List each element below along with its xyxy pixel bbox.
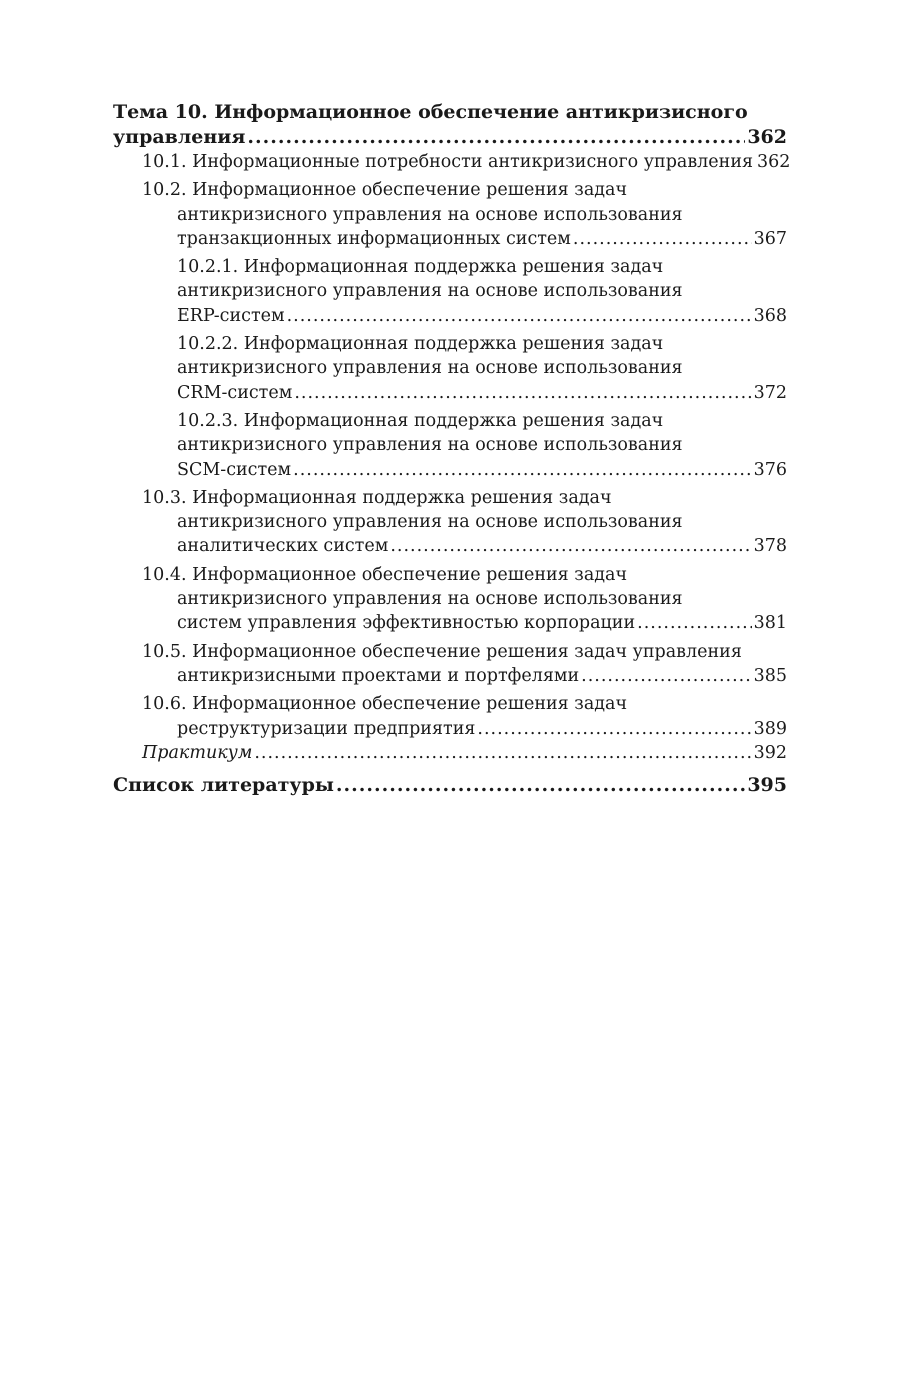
toc-entry-10-2[interactable] [113,178,787,251]
toc-entry-10-2-2[interactable] [113,332,787,405]
toc-entry-title-cont: антикризисного управления на основе использования [177,358,683,379]
leader-dots [573,227,752,251]
toc-entry-title-cont: антикризисными проектами и портфелями [177,665,580,686]
toc-entry-title: 10.5. Информационное обеспечение решения задач управления [142,641,742,662]
toc-page-number: 389 [753,718,787,739]
toc-entry-title: 10.3. Информационная поддержка решения задач [142,487,612,508]
leader-dots [637,611,751,635]
toc-entry-10-6[interactable] [113,692,787,741]
toc-entry-10-1[interactable] [113,150,791,174]
toc-entry-title: 10.2.1. Информационная поддержка решения задач [177,257,664,278]
leader-dots [293,458,751,482]
toc-entry-title-cont: аналитических систем [177,536,389,557]
toc-entry-title-cont: антикризисного управления на основе использования [177,589,683,610]
toc-page-number: 395 [747,774,787,797]
toc-entry-practicum[interactable] [113,741,787,765]
toc-entry-title: 10.2.3. Информационная поддержка решения задач [177,410,664,431]
leader-dots [581,664,751,688]
toc-entry-title: Список литературы [113,774,334,797]
toc-entry-title: 10.4. Информационное обеспечение решения задач [142,564,628,585]
toc-entry-title-cont: систем управления эффективностью корпорации [177,613,636,634]
leader-dots [294,381,751,405]
toc-entry-title: 10.2. Информационное обеспечение решения задач [142,180,628,201]
table-of-contents [113,100,791,798]
toc-entry-title-cont: реструктуризации предприятия [177,718,476,739]
toc-entry-10-5[interactable] [113,640,787,689]
toc-entry-title-cont: управления [113,126,246,148]
toc-page-number: 385 [753,665,787,686]
toc-entry-title-cont: антикризисного управления на основе использования [177,435,683,456]
toc-entry-theme-10[interactable] [113,100,787,150]
toc-entry-title: 10.2.2. Информационная поддержка решения задач [177,334,664,355]
leader-dots [336,773,745,798]
toc-entry-title-cont: транзакционных информационных систем [177,228,571,249]
toc-entry-10-4[interactable] [113,563,787,636]
toc-page-number: 367 [753,228,787,249]
toc-entry-title-cont: антикризисного управления на основе использования [177,512,683,533]
toc-page-number: 378 [753,536,787,557]
toc-entry-title: 10.6. Информационное обеспечение решения задач [142,694,628,715]
toc-entry-title-cont: CRM-систем [177,382,293,403]
toc-entry-title: Тема 10. Информационное обеспечение антикризисного [113,101,748,123]
toc-page-number: 381 [753,613,787,634]
toc-entry-10-2-1[interactable] [113,255,787,328]
toc-entry-title-cont: ERP-систем [177,305,285,326]
toc-page-number: 362 [757,152,791,172]
toc-page-number: 368 [753,305,787,326]
toc-entry-references[interactable] [113,773,787,798]
leader-dots [247,125,745,150]
toc-entry-10-3[interactable] [113,486,787,559]
toc-entry-title-cont: антикризисного управления на основе использования [177,281,683,302]
toc-entry-title-cont: SCM-систем [177,459,292,480]
toc-page-number: 392 [753,742,787,763]
toc-page-number: 376 [753,459,787,480]
toc-page-number: 372 [753,382,787,403]
leader-dots [254,741,751,765]
leader-dots [390,534,751,558]
toc-entry-10-2-3[interactable] [113,409,787,482]
leader-dots [477,717,751,741]
toc-entry-title: 10.1. Информационные потребности антикризисного управления [142,152,754,172]
toc-entry-title-cont: антикризисного управления на основе использования [177,204,683,225]
toc-page-number: 362 [747,126,787,148]
leader-dots [287,304,752,328]
toc-entry-title: Практикум [142,742,253,763]
